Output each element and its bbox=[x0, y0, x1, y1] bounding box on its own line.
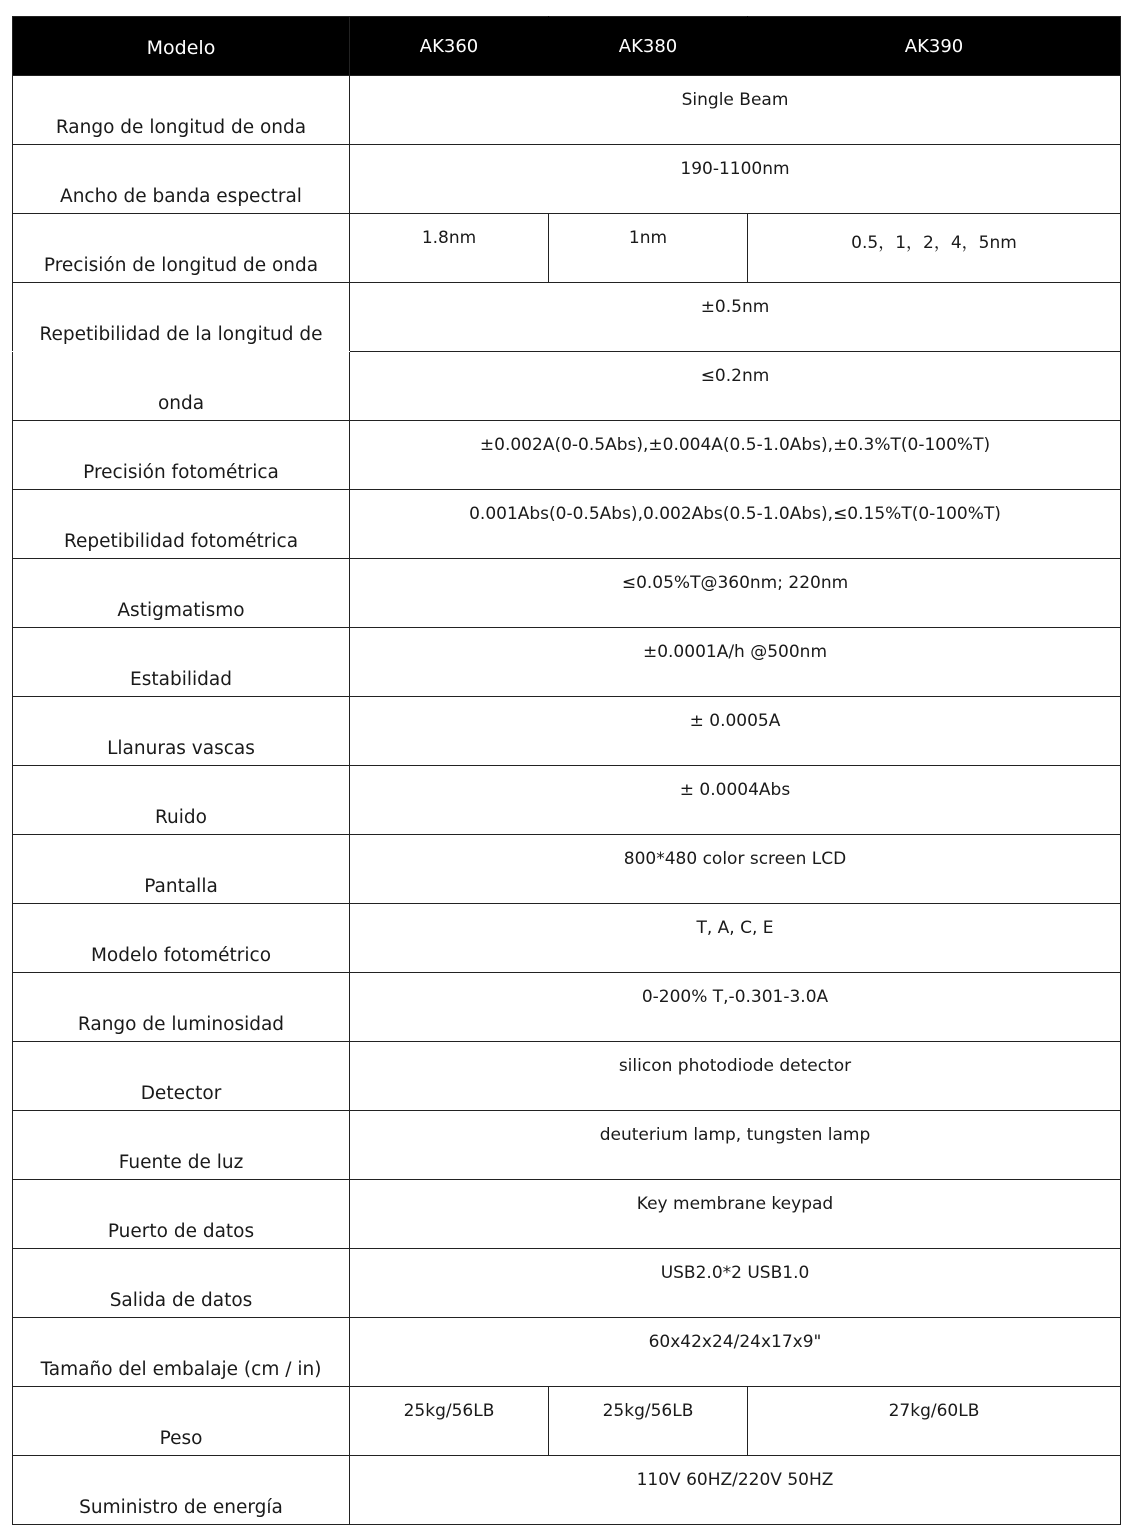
row-value: ± 0.0005A bbox=[350, 697, 1121, 766]
row-value: ≤0.2nm bbox=[350, 352, 1121, 421]
table-row bbox=[13, 76, 1121, 145]
row-value: 60x42x24/24x17x9" bbox=[350, 1318, 1121, 1387]
header-row bbox=[13, 17, 1121, 76]
row-label: Fuente de luz bbox=[13, 1111, 350, 1180]
row-label: onda bbox=[13, 352, 350, 421]
table-row bbox=[13, 1456, 1121, 1525]
table-row bbox=[13, 559, 1121, 628]
header-label: Modelo bbox=[13, 17, 350, 76]
row-value: 190-1100nm bbox=[350, 145, 1121, 214]
row-label: Ruido bbox=[13, 766, 350, 835]
row-value: 110V 60HZ/220V 50HZ bbox=[350, 1456, 1121, 1525]
table-row bbox=[13, 1180, 1121, 1249]
row-value-ak380: 25kg/56LB bbox=[549, 1387, 748, 1456]
table-row bbox=[13, 835, 1121, 904]
row-value: deuterium lamp, tungsten lamp bbox=[350, 1111, 1121, 1180]
row-label: Puerto de datos bbox=[13, 1180, 350, 1249]
row-value: ≤0.05%T@360nm; 220nm bbox=[350, 559, 1121, 628]
row-value: ±0.5nm bbox=[350, 283, 1121, 352]
row-value: 800*480 color screen LCD bbox=[350, 835, 1121, 904]
row-label: Pantalla bbox=[13, 835, 350, 904]
row-value: Key membrane keypad bbox=[350, 1180, 1121, 1249]
table-row bbox=[13, 1387, 1121, 1456]
row-value: T, A, C, E bbox=[350, 904, 1121, 973]
table-row bbox=[13, 1249, 1121, 1318]
row-value: Single Beam bbox=[350, 76, 1121, 145]
table-row bbox=[13, 490, 1121, 559]
row-value: ±0.0001A/h @500nm bbox=[350, 628, 1121, 697]
row-value-ak360: 25kg/56LB bbox=[350, 1387, 549, 1456]
row-value: USB2.0*2 USB1.0 bbox=[350, 1249, 1121, 1318]
row-label: Repetibilidad fotométrica bbox=[13, 490, 350, 559]
row-label: Precisión de longitud de onda bbox=[13, 214, 350, 283]
row-value: ±0.002A(0-0.5Abs),±0.004A(0.5-1.0Abs),±0.3%T(0-100%T) bbox=[350, 421, 1121, 490]
table-row bbox=[13, 1042, 1121, 1111]
row-label: Ancho de banda espectral bbox=[13, 145, 350, 214]
table-row bbox=[13, 214, 1121, 283]
row-label: Rango de longitud de onda bbox=[13, 76, 350, 145]
row-label: Astigmatismo bbox=[13, 559, 350, 628]
row-label: Tamaño del embalaje (cm / in) bbox=[13, 1318, 350, 1387]
header-model-ak360: AK360 bbox=[350, 17, 549, 76]
row-label: Estabilidad bbox=[13, 628, 350, 697]
row-value-ak390: 0.5，1，2，4，5nm bbox=[748, 214, 1121, 283]
table-row bbox=[13, 283, 1121, 352]
table-row bbox=[13, 628, 1121, 697]
header-model-ak390: AK390 bbox=[748, 17, 1121, 76]
table-row bbox=[13, 145, 1121, 214]
table-row bbox=[13, 421, 1121, 490]
row-value: silicon photodiode detector bbox=[350, 1042, 1121, 1111]
row-value-ak390: 27kg/60LB bbox=[748, 1387, 1121, 1456]
row-label: Precisión fotométrica bbox=[13, 421, 350, 490]
table-row bbox=[13, 973, 1121, 1042]
row-label: Detector bbox=[13, 1042, 350, 1111]
row-label: Peso bbox=[13, 1387, 350, 1456]
row-label: Rango de luminosidad bbox=[13, 973, 350, 1042]
row-value: 0-200% T,-0.301-3.0A bbox=[350, 973, 1121, 1042]
table-row bbox=[13, 352, 1121, 421]
row-value-ak360: 1.8nm bbox=[350, 214, 549, 283]
row-label: Suministro de energía bbox=[13, 1456, 350, 1525]
row-value: 0.001Abs(0-0.5Abs),0.002Abs(0.5-1.0Abs),≤0.15%T(0-100%T) bbox=[350, 490, 1121, 559]
row-label: Repetibilidad de la longitud de bbox=[13, 283, 350, 352]
row-value: ± 0.0004Abs bbox=[350, 766, 1121, 835]
row-label: Modelo fotométrico bbox=[13, 904, 350, 973]
table-row bbox=[13, 697, 1121, 766]
spec-table bbox=[12, 16, 1121, 1525]
header-model-ak380: AK380 bbox=[549, 17, 748, 76]
table-row bbox=[13, 1111, 1121, 1180]
row-label: Llanuras vascas bbox=[13, 697, 350, 766]
table-row bbox=[13, 1318, 1121, 1387]
row-label: Salida de datos bbox=[13, 1249, 350, 1318]
table-row bbox=[13, 766, 1121, 835]
row-value-ak380: 1nm bbox=[549, 214, 748, 283]
table-row bbox=[13, 904, 1121, 973]
